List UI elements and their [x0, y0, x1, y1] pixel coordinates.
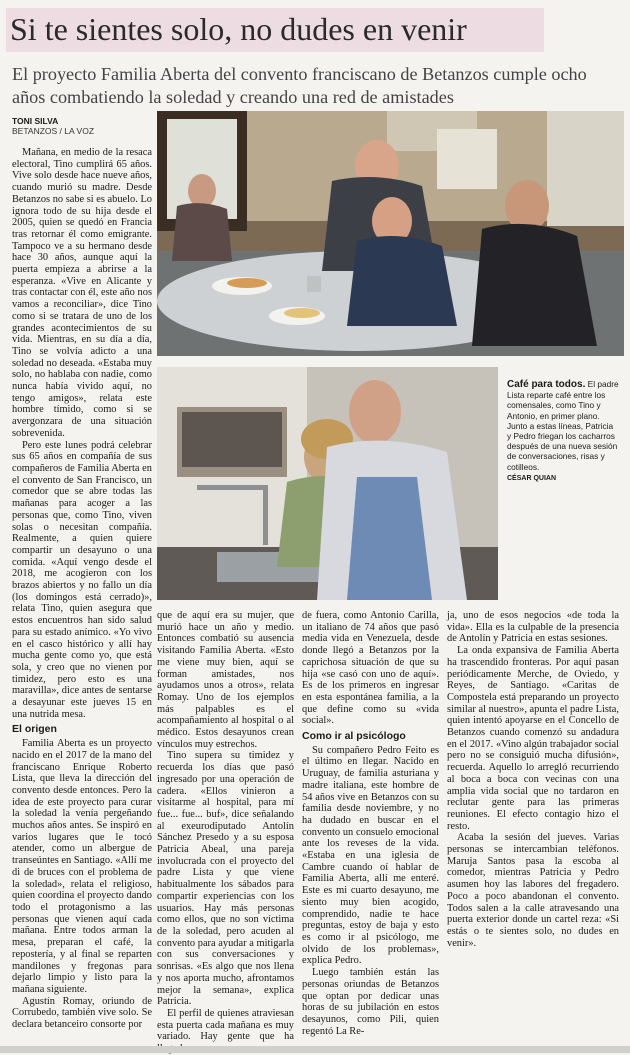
article-column-1	[12, 147, 152, 1043]
headline: Si te sientes solo, no dudes en venir	[10, 11, 467, 47]
dishwashing-photo	[157, 367, 498, 600]
article-column-3	[302, 610, 439, 1043]
subheadline: El proyecto Familia Aberta del convento franciscano de Betanzos cumple ocho años combatiendo la soledad y creando una red de amistades	[12, 64, 587, 107]
byline-location: BETANZOS / LA VOZ	[12, 126, 95, 136]
article-column-4	[447, 610, 619, 1043]
paragraph: Familia Aberta es un proyecto nacido en el 2017 de la mano del franciscano Enrique Roberto Lista, que lleva la dirección del convento desde entonces. Pero la idea de este proyecto para curar la soledad la venía pergeñando muchos años antes. Se inspiró en varios lugares que le tocó atender, como un albergue de transeúntes en Santiago. «Allí me di de bruces con el problema de la soledad», relata el religioso, quien coordina el proyecto dando todo el protagonismo a las personas que vienen aquí cada mañana. Entre todos arman la mesa, preparan el café, la repostería, y al final se reparten mandilones y fregonas para dejarlo limpio y listo para la mañana siguiente.	[12, 738, 152, 995]
caption-title: Café para todos.	[507, 379, 586, 390]
paragraph: Luego también están las personas oriundas de Betanzos que optan por dedicar unas horas de su jubilación en estos desayunos, como Pili, quien regentó La Re-	[302, 967, 439, 1037]
article-column-2	[157, 610, 294, 1043]
paragraph: que de aquí era su mujer, que murió hace un año y medio. Entonces combatió su ausencia visitando Familia Aberta. «Esto me viene muy bien, aquí se forman amistades, nos ayudamos unos a otros», relata Romay. Uno de los ejemplos más palpables es el acompañamiento al hospital o al médico. Estos desayunos crean vínculos muy estrechos.	[157, 610, 294, 750]
paragraph: Tino supera su timidez y recuerda los días que pasó ingresado por una operación de cadera. «Ellos vinieron a visitarme al hospital, para mí fue... fue... buf», dice señalando al exeurodiputado Antolín Sánchez Presedo y a su esposa Patricia Abeal, una pareja involucrada con el proyecto del padre Lista y que viene habitualmente los sábados para compartir experiencias con los usuarios. Hay más personas como ellos, que no son víctima de la soledad, pero acuden al convento para ayudar a mitigarla con sus conversaciones y sonrisas. «Es algo que nos llena y nos aporta mucho, afrontamos mejor la semana», explica Patricia.	[157, 750, 294, 1008]
paragraph: El perfil de quienes atraviesan esta puerta cada mañana es muy variado. Hay gente que ha	[157, 1007, 294, 1043]
caption-text: El padre Lista reparte café entre los comensales, como Tino y Antonio, en primer plano. Junto a estas líneas, Patricia y Pedro friegan los cacharros después de una nueva sesión de conversaciones, risas y cotilleos.	[507, 379, 619, 472]
photo-credit: CÉSAR QUIAN	[507, 474, 557, 482]
section-heading-origen: El origen	[12, 723, 57, 736]
paragraph: Mañana, en medio de la resaca electoral, Tino cumplirá 65 años. Vive solo desde hace nueve años, cuando murió su madre. Desde Betanzos no sabe si es abuelo. Lo ignora todo de su hija desde el 2005, quien se quedó en Francia tras retornar él como emigrante. Tampoco ve a su hermano desde hace 30 años, aunque aquí la puerta empieza a abrirse a la esperanza. «Vive en Alicante y tras contactar con él, este año nos vamos a reconciliar», dice Tino como si se tratara de uno de los grandes acontecimientos de su vida. Mientras, en su día a día, Tino se volvía adicto a una soledad no deseada. «Estaba muy solo, no hablaba con nadie, como nunca había vivido aquí, no tengo amigos», relata este hombre tímido, como si se avergonzara de una situación sobrevenida.	[12, 147, 152, 439]
photo-caption	[507, 379, 619, 484]
page-bottom-rule	[0, 1046, 630, 1053]
paragraph: Acaba la sesión del jueves. Varias personas se intercambian teléfonos. Maruja Santos pasa la escoba al comedor, mientras Patricia y Pedro asumen hoy las labores del fregadero. Poco a poco abandonan el convento. Todos salen a la calle atravesando una puerta exterior donde un cartel reza: «Si estás o te sientes solo, no dudes en venir».	[447, 832, 619, 949]
paragraph: ja, uno de esos negocios «de toda la vida». Ella es la culpable de la presencia de Antolín y Patricia en estas sesiones.	[447, 610, 619, 645]
section-heading-psicologo: Como ir al psicólogo	[302, 730, 406, 743]
byline-author: TONI SILVA	[12, 116, 59, 126]
paragraph: Pero este lunes podrá celebrar sus 65 años en compañía de sus compañeros de Familia Aberta en el convento de San Francisco, un comedor que se abre todas las mañanas para acoger a las personas que, como Tino, viven solas o necesitan compañía. Realmente, a quien quiere compartir un desayuno o una comida. «Aquí vengo desde el 2018, me acogieron con los brazos abiertos y no fallo un día (los domingos está cerrado)», relata Tino, quien asegura que estos encuentros han sido salud para su estado anímico. «Yo vivo en el casco histórico y allí hay mucha gente como yo, que está sola, y creo que no vienen por timidez, pero esto es una maravilla», dice antes de sentarse a desayunar este jueves 15 en una nutrida mesa.	[12, 439, 152, 720]
breakfast-photo	[157, 111, 624, 356]
paragraph: La onda expansiva de Familia Aberta ha trascendido fronteras. Por aquí pasan periódicamente Merche, de Oviedo, y Reyes, de Santiago. «Caritas de Compostela está preparando un proyecto similar al nuestro», apunta el padre Lista, quien intentó apoyarse en el Concello de Betanzos cuando comenzó su andadura en el 2017. «Vino algún trabajador social pero no se consiguió mucha difusión», recuerda. Aquello lo arregló recurriendo al boca a boca con vecinas con una amplia vida social que no tardaron en reclutar gente para las primeras reuniones. El efecto contagio hizo el resto.	[447, 645, 619, 832]
paragraph: de fuera, como Antonio Carilla, un italiano de 74 años que pasó media vida en Venezuela, desde donde llegó a Betanzos por la caprichosa situación de que su hija «se casó con uno de aquí». Es de los primeros en ingresar en esta espontánea familia, a la que define como su «vida social».	[302, 610, 439, 727]
paragraph: Su compañero Pedro Feito es el último en llegar. Nacido en Uruguay, de familia asturiana y madre italiana, este hombre de 54 años vive en Betanzos con su familia desde noviembre, y no ha dudado en buscar en el convento un consuelo emocional ante los reveses de la vida. «Estaba en una iglesia de Cambre cuando oí hablar de Familia Aberta, allí me enteré. Este es mi cuarto desayuno, me siento muy bien acogido, comprendido, nadie te hace preguntas, estoy de baja y esto es como ir al psicólogo, me olvido de los problemas», explica Pedro.	[302, 744, 439, 967]
paragraph: Agustín Romay, oriundo de Corrubedo, también vive solo. Se declara betanceiro consorte por	[12, 995, 152, 1031]
